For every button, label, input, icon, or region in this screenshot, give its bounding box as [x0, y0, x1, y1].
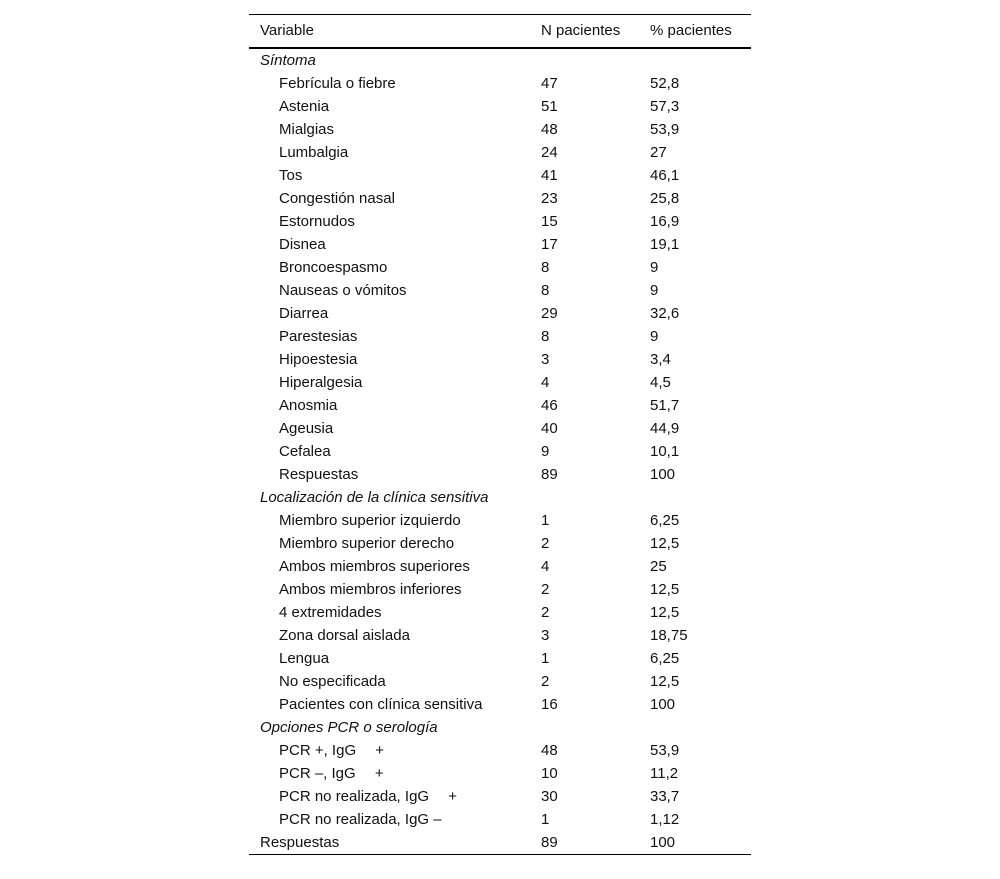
- row-label: Ageusia: [279, 420, 334, 437]
- table-row: [249, 279, 751, 302]
- row-label: Febrícula o fiebre: [279, 75, 396, 92]
- table-row: [249, 256, 751, 279]
- table-row: [249, 118, 751, 141]
- row-label: Anosmia: [279, 397, 338, 414]
- table-row: [249, 325, 751, 348]
- footer-n: 89: [541, 834, 558, 851]
- footer-label: Respuestas: [260, 834, 340, 851]
- table-row: [249, 693, 751, 716]
- row-pct: 6,25: [650, 512, 680, 529]
- row-label: PCR +, IgG +: [279, 742, 385, 759]
- row-pct: 9: [650, 328, 659, 345]
- row-label: PCR no realizada, IgG +: [279, 788, 458, 805]
- row-n: 10: [541, 765, 558, 782]
- table-row: [249, 210, 751, 233]
- row-label: Miembro superior izquierdo: [279, 512, 461, 529]
- row-n: 48: [541, 121, 558, 138]
- row-n: 48: [541, 742, 558, 759]
- footer-row: [249, 831, 751, 854]
- results-table: [249, 14, 751, 855]
- table-row: [249, 762, 751, 785]
- row-label: Broncoespasmo: [279, 259, 388, 276]
- bottom-rule: [249, 854, 751, 855]
- row-label: Ambos miembros superiores: [279, 558, 470, 575]
- row-label: Hiperalgesia: [279, 374, 363, 391]
- row-pct: 25,8: [650, 190, 680, 207]
- row-label: PCR –, IgG +: [279, 765, 384, 782]
- row-n: 51: [541, 98, 558, 115]
- row-pct: 9: [650, 282, 659, 299]
- table-row: [249, 670, 751, 693]
- row-label: Respuestas: [279, 466, 359, 483]
- table-row: [249, 348, 751, 371]
- row-label: Astenia: [279, 98, 330, 115]
- row-pct: 10,1: [650, 443, 680, 460]
- row-pct: 25: [650, 558, 667, 575]
- section-heading: [249, 49, 751, 72]
- row-n: 2: [541, 673, 550, 690]
- row-pct: 3,4: [650, 351, 671, 368]
- row-n: 2: [541, 604, 550, 621]
- row-n: 29: [541, 305, 558, 322]
- row-n: 23: [541, 190, 558, 207]
- row-pct: 11,2: [650, 765, 679, 782]
- row-pct: 52,8: [650, 75, 680, 92]
- row-label: Mialgias: [279, 121, 335, 138]
- table-row: [249, 785, 751, 808]
- section-heading: [249, 716, 751, 739]
- table-row: [249, 394, 751, 417]
- row-n: 17: [541, 236, 558, 253]
- header-variable: Variable: [260, 22, 314, 39]
- row-label: Ambos miembros inferiores: [279, 581, 462, 598]
- row-label: Lengua: [279, 650, 330, 667]
- section-title: Localización de la clínica sensitiva: [260, 489, 489, 506]
- table-row: [249, 509, 751, 532]
- row-pct: 51,7: [650, 397, 680, 414]
- row-pct: 6,25: [650, 650, 680, 667]
- row-label: Estornudos: [279, 213, 355, 230]
- row-label: Zona dorsal aislada: [279, 627, 410, 644]
- table-row: [249, 808, 751, 831]
- row-n: 15: [541, 213, 558, 230]
- row-n: 1: [541, 650, 550, 667]
- row-n: 4: [541, 558, 550, 575]
- table-row: [249, 463, 751, 486]
- row-n: 9: [541, 443, 550, 460]
- section-title: Opciones PCR o serología: [260, 719, 438, 736]
- row-n: 3: [541, 627, 550, 644]
- row-n: 41: [541, 167, 558, 184]
- table-row: [249, 624, 751, 647]
- row-n: 89: [541, 466, 558, 483]
- table-row: [249, 187, 751, 210]
- row-n: 2: [541, 581, 550, 598]
- row-pct: 12,5: [650, 581, 680, 598]
- row-label: Pacientes con clínica sensitiva: [279, 696, 483, 713]
- table-row: [249, 302, 751, 325]
- row-pct: 9: [650, 259, 659, 276]
- table-header: [249, 15, 751, 47]
- row-pct: 100: [650, 696, 676, 713]
- row-pct: 33,7: [650, 788, 680, 805]
- row-label: Nauseas o vómitos: [279, 282, 407, 299]
- row-n: 30: [541, 788, 558, 805]
- row-label: Tos: [279, 167, 303, 184]
- header-n-pacientes: N pacientes: [541, 22, 621, 39]
- row-pct: 12,5: [650, 604, 680, 621]
- row-n: 16: [541, 696, 558, 713]
- table-row: [249, 371, 751, 394]
- table-row: [249, 601, 751, 624]
- row-pct: 57,3: [650, 98, 680, 115]
- row-n: 47: [541, 75, 558, 92]
- row-pct: 53,9: [650, 121, 680, 138]
- row-pct: 4,5: [650, 374, 671, 391]
- row-pct: 27: [650, 144, 667, 161]
- row-n: 40: [541, 420, 558, 437]
- table-row: [249, 578, 751, 601]
- row-n: 24: [541, 144, 558, 161]
- row-n: 4: [541, 374, 550, 391]
- row-label: Cefalea: [279, 443, 331, 460]
- row-n: 2: [541, 535, 550, 552]
- row-pct: 16,9: [650, 213, 680, 230]
- table-row: [249, 233, 751, 256]
- table-row: [249, 647, 751, 670]
- table-row: [249, 440, 751, 463]
- row-label: Congestión nasal: [279, 190, 395, 207]
- row-label: Disnea: [279, 236, 326, 253]
- row-label: Hipoestesia: [279, 351, 358, 368]
- table-row: [249, 141, 751, 164]
- table-body: [249, 49, 751, 831]
- row-pct: 100: [650, 466, 676, 483]
- table-row: [249, 555, 751, 578]
- row-label: Lumbalgia: [279, 144, 349, 161]
- row-n: 46: [541, 397, 558, 414]
- row-pct: 44,9: [650, 420, 680, 437]
- row-n: 8: [541, 282, 550, 299]
- footer-pct: 100: [650, 834, 676, 851]
- table-row: [249, 164, 751, 187]
- row-n: 3: [541, 351, 550, 368]
- section-title: Síntoma: [260, 52, 316, 69]
- row-label: Diarrea: [279, 305, 329, 322]
- row-label: PCR no realizada, IgG –: [279, 811, 442, 828]
- row-n: 8: [541, 328, 550, 345]
- row-pct: 12,5: [650, 673, 680, 690]
- row-label: Parestesias: [279, 328, 358, 345]
- header-pct-pacientes: % pacientes: [650, 22, 732, 39]
- table-row: [249, 532, 751, 555]
- row-n: 8: [541, 259, 550, 276]
- row-label: 4 extremidades: [279, 604, 382, 621]
- row-label: No especificada: [279, 673, 386, 690]
- row-label: Miembro superior derecho: [279, 535, 455, 552]
- row-pct: 12,5: [650, 535, 680, 552]
- row-pct: 18,75: [650, 627, 688, 644]
- row-pct: 1,12: [650, 811, 680, 828]
- row-pct: 32,6: [650, 305, 680, 322]
- table-row: [249, 417, 751, 440]
- row-pct: 46,1: [650, 167, 680, 184]
- table-row: [249, 739, 751, 762]
- section-heading: [249, 486, 751, 509]
- table-row: [249, 95, 751, 118]
- table-row: [249, 72, 751, 95]
- row-n: 1: [541, 811, 550, 828]
- row-pct: 53,9: [650, 742, 680, 759]
- row-pct: 19,1: [650, 236, 680, 253]
- row-n: 1: [541, 512, 550, 529]
